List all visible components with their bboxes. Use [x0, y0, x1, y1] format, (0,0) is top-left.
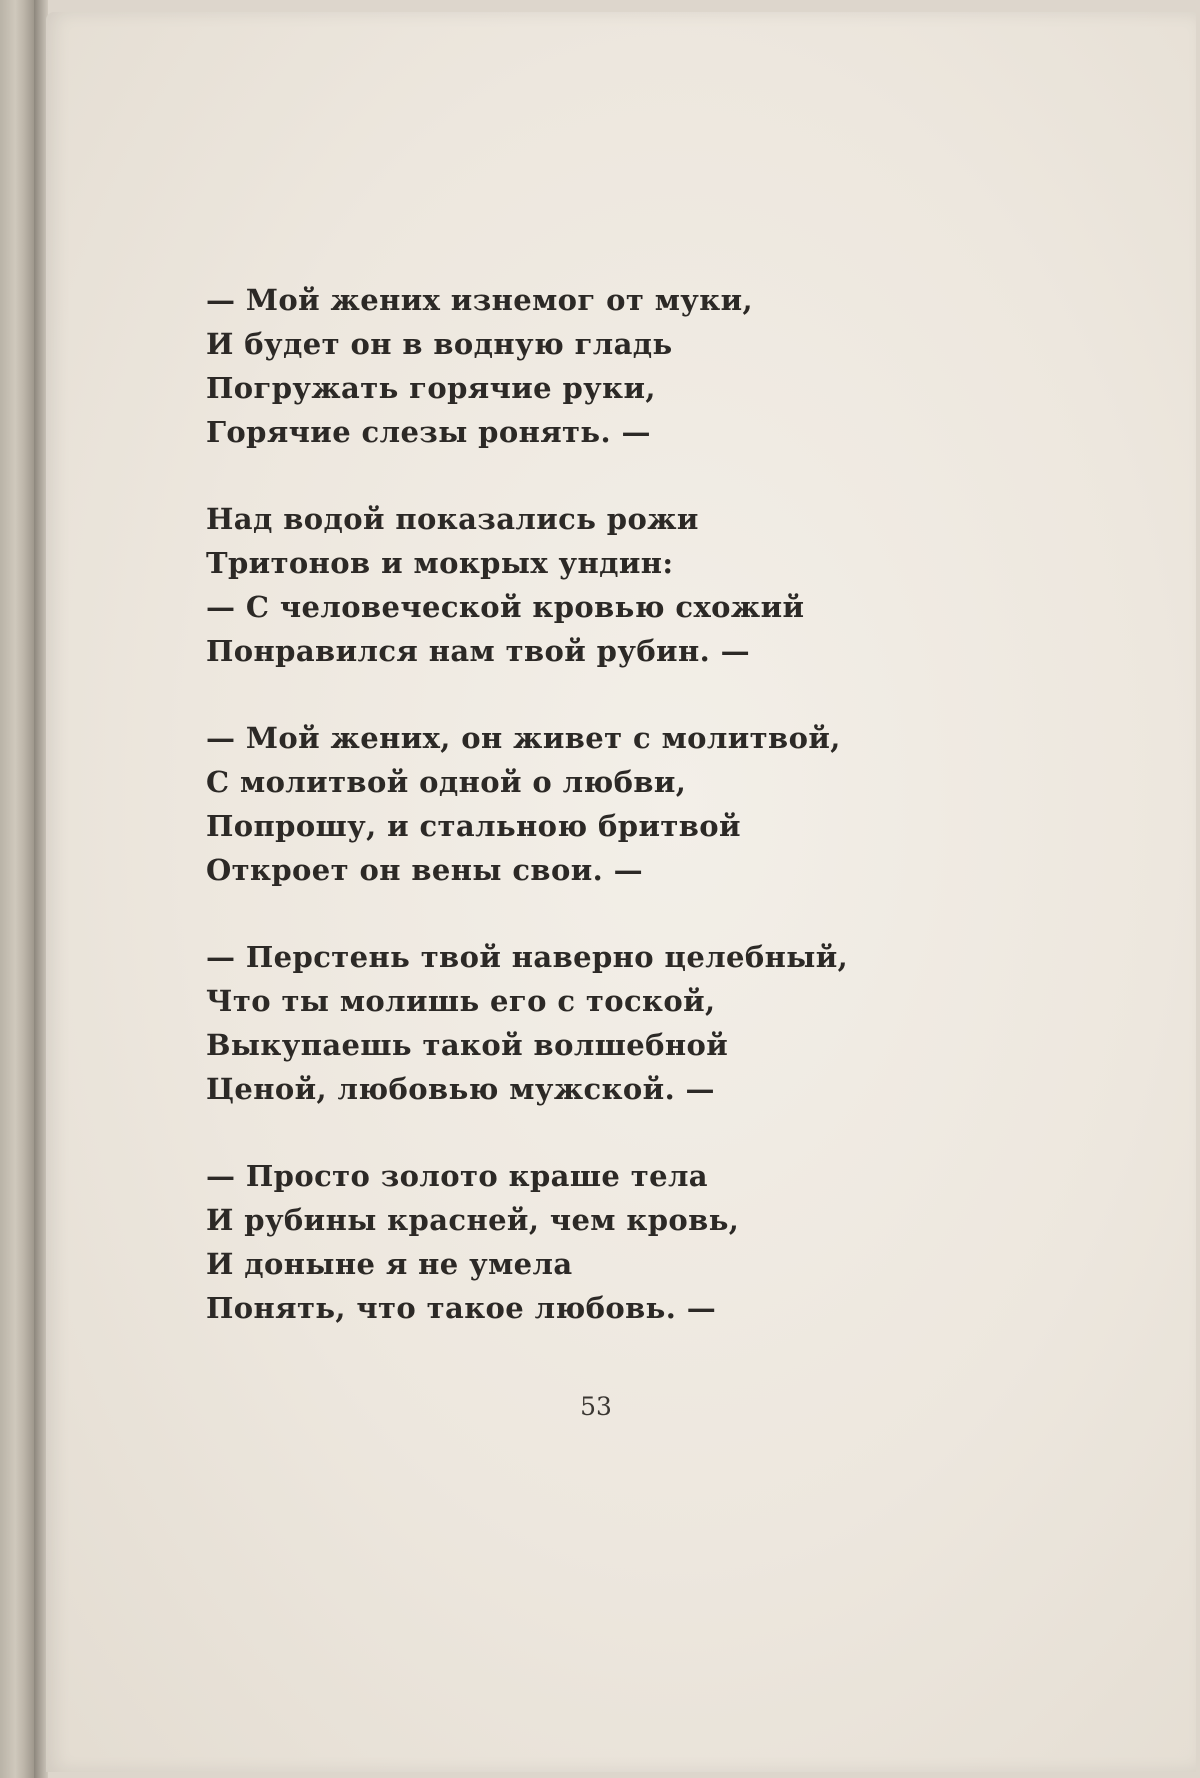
book-page: [46, 12, 1196, 1772]
poem-line: Понравился нам твой рубин. —: [206, 634, 750, 668]
poem-line: — Просто золото краше тела: [206, 1159, 708, 1193]
stanza: [206, 497, 926, 673]
poem-line: Что ты молишь его с тоской,: [206, 984, 716, 1018]
poem-line: И будет он в водную гладь: [206, 327, 673, 361]
stanza: [206, 1154, 926, 1330]
poem-line: — С человеческой кровью схожий: [206, 590, 805, 624]
poem-line: Выкупаешь такой волшебной: [206, 1028, 729, 1062]
poem-line: Тритонов и мокрых ундин:: [206, 546, 674, 580]
poem-line: С молитвой одной о любви,: [206, 765, 687, 799]
stanza: [206, 716, 926, 892]
poem-line: Над водой показались рожи: [206, 502, 699, 536]
page-number: 53: [580, 1392, 612, 1421]
poem-line: И рубины красней, чем кровь,: [206, 1203, 740, 1237]
poem-line: Откроет он вены свои. —: [206, 853, 644, 887]
poem-line: — Мой жених изнемог от муки,: [206, 283, 754, 317]
poem-line: Понять, что такое любовь. —: [206, 1291, 717, 1325]
poem-line: Горячие слезы ронять. —: [206, 415, 651, 449]
poem-line: Попрошу, и стальною бритвой: [206, 809, 741, 843]
stanza: [206, 935, 926, 1111]
poem-line: Погружать горячие руки,: [206, 371, 656, 405]
poem-line: И доныне я не умела: [206, 1247, 573, 1281]
poem-line: — Перстень твой наверно целебный,: [206, 940, 849, 974]
left-page-edge: [0, 0, 34, 1778]
poem-text: [206, 278, 926, 1373]
poem-line: — Мой жених, он живет с молитвой,: [206, 721, 841, 755]
stanza: [206, 278, 926, 454]
poem-line: Ценой, любовью мужской. —: [206, 1072, 715, 1106]
